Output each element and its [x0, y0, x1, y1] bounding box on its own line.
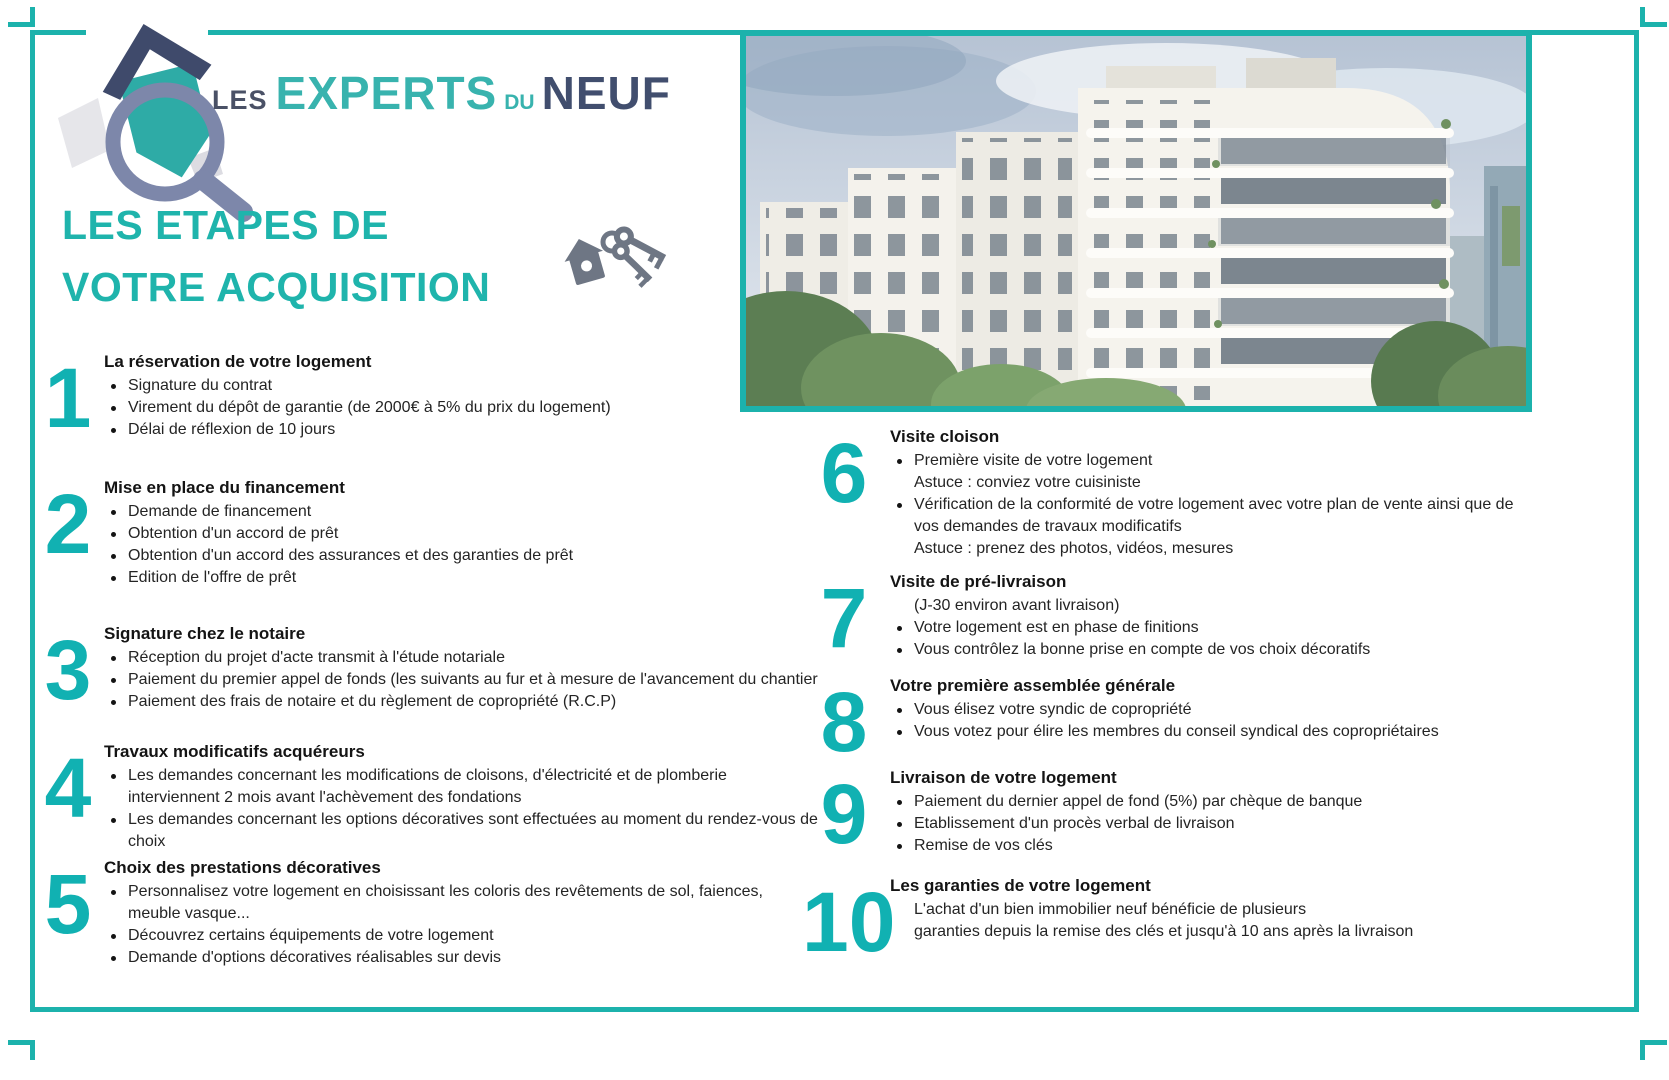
step-heading: Signature chez le notaire [104, 624, 306, 643]
step-10 [802, 875, 1538, 969]
step-4 [36, 742, 818, 853]
step-number: 1 [44, 351, 92, 445]
step-heading: La réservation de votre logement [104, 352, 372, 371]
logo-text-les: LES [212, 85, 268, 115]
step-items [890, 899, 1538, 943]
step-number: 3 [44, 623, 92, 717]
step-3 [36, 623, 818, 717]
step-items [104, 881, 818, 969]
logo-wordmark [212, 66, 671, 120]
page-title-line2: VOTRE ACQUISITION [62, 264, 491, 311]
step-item: Signature du contrat [104, 375, 818, 397]
corner-mark-top-left [8, 7, 35, 27]
step-items [890, 699, 1538, 743]
step-note: Astuce : prenez des photos, vidéos, mesures [914, 540, 1234, 558]
step-item: Obtention d'un accord des assurances et des garanties de prêt [104, 545, 818, 567]
corner-mark-top-right [1640, 7, 1667, 27]
step-number: 8 [820, 675, 868, 769]
step-items [890, 450, 1538, 560]
step-item: Paiement des frais de notaire et du règlement de copropriété (R.C.P) [104, 691, 818, 713]
step-number: 6 [820, 426, 868, 520]
step-items [890, 595, 1538, 661]
step-8 [802, 675, 1538, 769]
page-title-line1: LES ETAPES DE [62, 202, 389, 248]
step-item: Vérification de la conformité de votre logement avec votre plan de vente ainsi que de vos demandes de travaux modificatifs [890, 494, 1538, 538]
step-heading: Mise en place du financement [104, 478, 345, 497]
step-note: (J-30 environ avant livraison) [914, 597, 1120, 614]
step-item: Demande d'options décoratives réalisables sur devis [104, 947, 818, 969]
step-1 [36, 351, 818, 445]
building-photo [740, 30, 1532, 412]
step-items [104, 375, 818, 441]
step-item: Découvrez certains équipements de votre logement [104, 925, 818, 947]
step-number: 10 [802, 875, 896, 969]
step-item: Obtention d'un accord de prêt [104, 523, 818, 545]
step-item: Les demandes concernant les options décoratives sont effectuées au moment du rendez-vous de choix [104, 809, 818, 853]
step-heading: Les garanties de votre logement [890, 876, 1151, 895]
step-heading: Travaux modificatifs acquéreurs [104, 742, 365, 761]
keys-icon [556, 216, 678, 304]
page-title [62, 194, 490, 319]
step-item: Virement du dépôt de garantie (de 2000€ à 5% du prix du logement) [104, 397, 818, 419]
step-item: Vous contrôlez la bonne prise en compte de vos choix décoratifs [890, 639, 1538, 661]
step-item: Demande de financement [104, 501, 818, 523]
step-item: Remise de vos clés [890, 835, 1538, 857]
step-item: Les demandes concernant les modifications de cloisons, d'électricité et de plomberie interviennent 2 mois avant l'achèvement des fondations [104, 765, 818, 809]
step-6 [802, 427, 1538, 560]
step-heading: Visite cloison [890, 427, 1000, 446]
step-number: 7 [820, 571, 868, 665]
step-heading: Visite de pré-livraison [890, 572, 1067, 591]
step-item: Votre logement est en phase de finitions [890, 617, 1538, 639]
step-5 [36, 858, 818, 969]
step-note: Astuce : conviez votre cuisiniste [914, 474, 1141, 492]
step-heading: Votre première assemblée générale [890, 676, 1176, 695]
step-number: 2 [44, 477, 92, 571]
step-items [104, 501, 818, 589]
step-items [890, 791, 1538, 857]
step-item: Personnalisez votre logement en choisissant les coloris des revêtements de sol, faiences, meuble vasque... [104, 881, 818, 925]
step-heading: Choix des prestations décoratives [104, 858, 381, 877]
step-number: 5 [44, 857, 92, 951]
step-items [104, 647, 818, 713]
logo-text-du: DU [504, 91, 535, 114]
step-items [104, 765, 818, 853]
logo-text-experts: EXPERTS [275, 67, 498, 119]
step-note: garanties depuis la remise des clés et jusqu'à 10 ans après la livraison [914, 923, 1414, 941]
step-item: Délai de réflexion de 10 jours [104, 419, 818, 441]
logo-text-neuf: NEUF [541, 67, 671, 119]
step-item: Etablissement d'un procès verbal de livraison [890, 813, 1538, 835]
corner-mark-bottom-left [8, 1040, 35, 1060]
step-2 [36, 478, 818, 589]
step-heading: Livraison de votre logement [890, 768, 1117, 787]
step-item: Vous votez pour élire les membres du conseil syndical des copropriétaires [890, 721, 1538, 743]
step-note: L'achat d'un bien immobilier neuf bénéficie de plusieurs [914, 901, 1307, 918]
step-number: 4 [44, 741, 92, 835]
step-9 [802, 767, 1538, 861]
step-item: Réception du projet d'acte transmit à l'étude notariale [104, 647, 818, 669]
step-item: Paiement du premier appel de fonds (les suivants au fur et à mesure de l'avancement du chantier [104, 669, 818, 691]
corner-mark-bottom-right [1640, 1040, 1667, 1060]
building-illustration [746, 36, 1526, 406]
step-item: Vous élisez votre syndic de copropriété [890, 699, 1538, 721]
step-item: Première visite de votre logement [890, 450, 1538, 472]
step-number: 9 [820, 767, 868, 861]
step-item: Edition de l'offre de prêt [104, 567, 818, 589]
step-7 [802, 571, 1538, 665]
step-item: Paiement du dernier appel de fond (5%) par chèque de banque [890, 791, 1538, 813]
